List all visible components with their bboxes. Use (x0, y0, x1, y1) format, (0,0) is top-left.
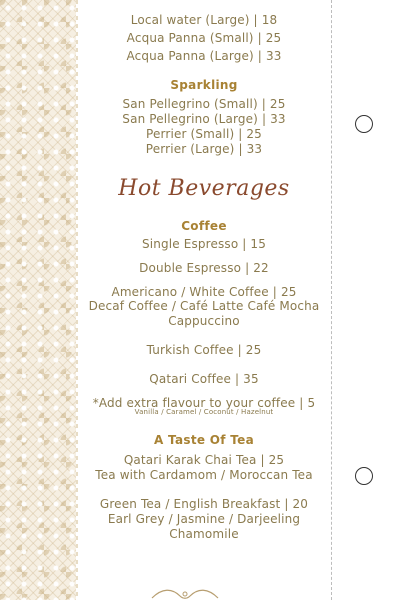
binder-hole-icon (355, 467, 373, 485)
menu-item: Acqua Panna (Large) | 33 (126, 49, 282, 63)
menu-item: Local water (Large) | 18 (130, 13, 278, 27)
section-heading-sparkling: Sparkling (170, 78, 238, 92)
menu-item: Perrier (Large) | 33 (145, 142, 263, 156)
menu-item: Earl Grey / Jasmine / Darjeeling (107, 512, 301, 526)
menu-item: Green Tea / English Breakfast | 20 (99, 497, 309, 511)
menu-item: Double Espresso | 22 (139, 261, 269, 275)
menu-item: Chamomile (169, 527, 239, 541)
menu-item: San Pellegrino (Small) | 25 (122, 97, 286, 111)
menu-page (78, 0, 330, 600)
page-title: Hot Beverages (118, 176, 290, 201)
section-heading-coffee: Coffee (181, 219, 227, 233)
menu-item: Acqua Panna (Small) | 25 (126, 31, 282, 45)
menu-item: Tea with Cardamom / Moroccan Tea (95, 468, 313, 482)
flavour-options: Vanilla / Caramel / Coconut / Hazelnut (134, 408, 274, 416)
perforation-line (331, 0, 332, 600)
binder-hole-icon (355, 115, 373, 133)
menu-item: Perrier (Small) | 25 (146, 127, 262, 141)
menu-item: Qatari Karak Chai Tea | 25 (123, 453, 285, 467)
lace-border-pattern (0, 0, 76, 600)
section-heading-tea: A Taste Of Tea (153, 433, 255, 447)
menu-item: Cappuccino (168, 314, 240, 328)
menu-item: *Add extra flavour to your coffee | 5 (92, 396, 316, 410)
menu-item: San Pellegrino (Large) | 33 (122, 112, 286, 126)
menu-item: Qatari Coffee | 35 (149, 372, 259, 386)
menu-item: Decaf Coffee / Café Latte Café Mocha (88, 299, 320, 313)
ornament-flourish-icon (150, 586, 220, 600)
margin-strip (330, 0, 400, 600)
menu-item: Turkish Coffee | 25 (146, 343, 262, 357)
menu-item: Single Espresso | 15 (142, 237, 266, 251)
menu-item: Americano / White Coffee | 25 (111, 285, 297, 299)
